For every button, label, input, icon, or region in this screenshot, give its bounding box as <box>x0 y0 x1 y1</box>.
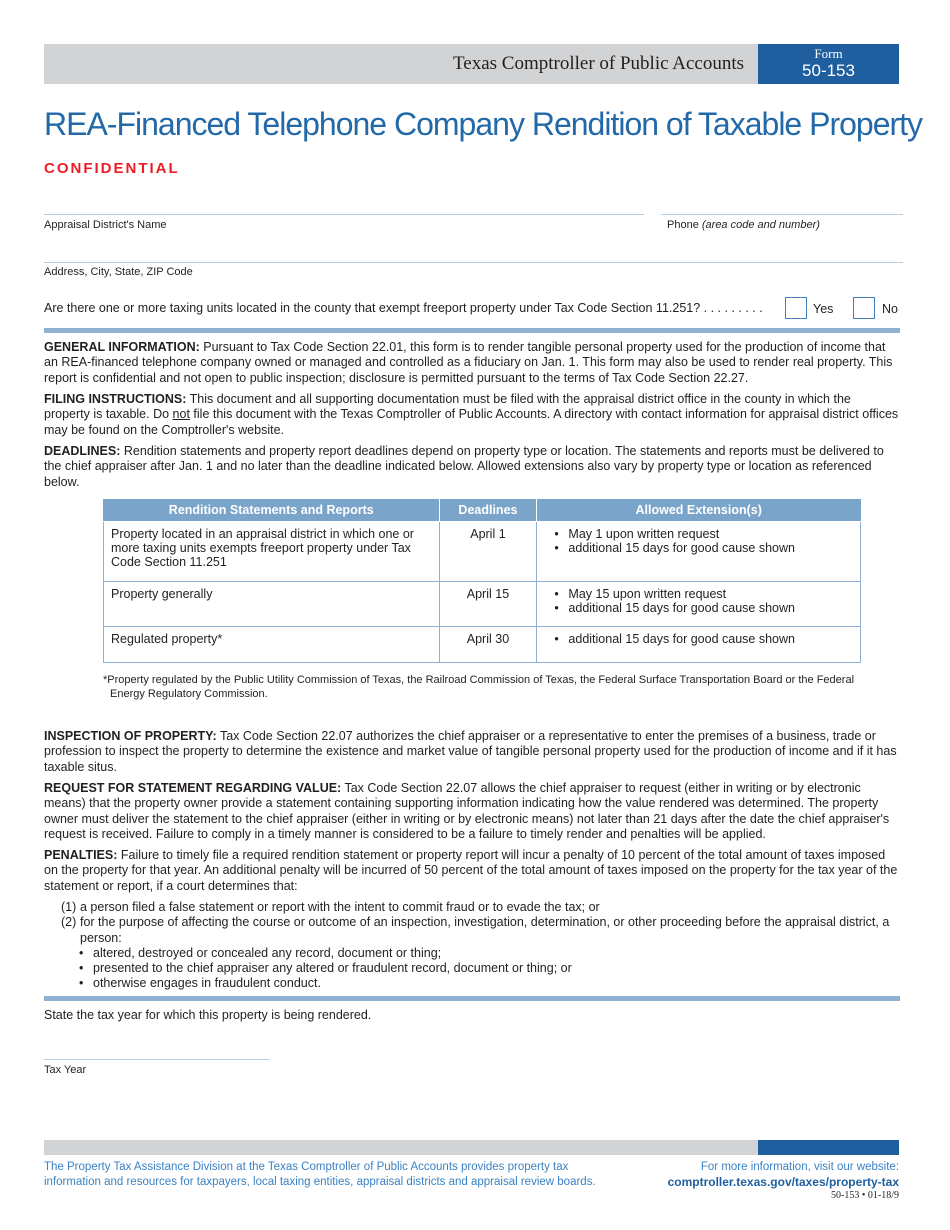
request-for-statement <box>44 781 900 842</box>
column-header: Allowed Extension(s) <box>537 499 861 521</box>
penalties-body: Failure to timely file a required rendition statement or property report will incur a penalty of 10 percent of the total amount of taxes imposed on the property for that year. An additional penalty will be incurred of 50 percent of the total amount of taxes imposed on the property for the tax year of the statement or report, if a court determines that: <box>44 848 898 893</box>
no-label: No <box>882 302 898 316</box>
yes-label: Yes <box>813 302 834 316</box>
table-row <box>104 521 861 581</box>
appraisal-district-name-field[interactable] <box>44 214 644 215</box>
tax-year-field[interactable] <box>44 1059 270 1060</box>
phone-field[interactable] <box>661 214 903 215</box>
inspection-of-property <box>44 729 900 775</box>
address-field[interactable] <box>44 262 903 263</box>
inspection-body: Tax Code Section 22.07 authorizes the chief appraiser or a representative to enter the premises of a business, trade or profession to inspect the property to determine the existence and market value of tangible personal property used for the production of income and if it has taxable situs. <box>44 729 897 774</box>
table-row <box>104 581 861 626</box>
phone-label-text: Phone <box>667 219 699 231</box>
deadline-cell: April 1 <box>439 521 537 581</box>
bullet-item: • presented to the chief appraiser any altered or fraudulent record, document or thing; or <box>61 961 901 976</box>
footer-bar <box>44 1140 758 1155</box>
confidential-label: CONFIDENTIAL <box>44 160 180 177</box>
extension-cell <box>537 521 861 581</box>
column-header: Deadlines <box>439 499 537 521</box>
list-text: a person filed a false statement or report with the intent to commit fraud or to evade the tax; or <box>80 900 600 914</box>
table-header-row <box>104 499 861 521</box>
form-number: 50-153 <box>802 61 855 80</box>
deadlines-heading: DEADLINES: <box>44 444 121 458</box>
filing-instructions-heading: FILING INSTRUCTIONS: <box>44 392 187 406</box>
extension-item: • additional 15 days for good cause shown <box>554 541 853 555</box>
footer-website-link[interactable]: comptroller.texas.gov/taxes/property-tax <box>667 1175 899 1189</box>
agency-name: Texas Comptroller of Public Accounts <box>452 53 744 74</box>
extension-item: • additional 15 days for good cause shown <box>554 632 853 646</box>
request-statement-heading: REQUEST FOR STATEMENT REGARDING VALUE: <box>44 781 342 795</box>
penalties-heading: PENALTIES: <box>44 848 118 862</box>
freeport-question: Are there one or more taxing units located in the county that exempt freeport property under Tax Code Section 11.251? . . . . . . . . . <box>44 301 763 315</box>
list-number: (2) <box>61 915 77 930</box>
deadline-cell: April 30 <box>439 626 537 662</box>
phone-hint: (area code and number) <box>701 219 820 231</box>
filing-instructions-body-1: This document and all supporting documentation must be filed with the appraisal district office in the county in which the property is taxable. Do <box>44 392 851 422</box>
general-information-body: Pursuant to Tax Code Section 22.01, this form is to render tangible personal property used for the production of income that an REA-financed telephone company owned or managed and controlled as a fiduciary on Jan. 1. This form may also be used to render real property. This report is confidential and not open to public inspection; disclosure is permitted pursuant to the terms of Tax Code Section 22.27. <box>44 340 893 385</box>
form-label: Form <box>814 46 843 61</box>
no-checkbox[interactable] <box>853 297 875 319</box>
page-title: REA-Financed Telephone Company Rendition of Taxable Property <box>44 106 923 142</box>
list-item <box>61 900 901 915</box>
inspection-heading: INSPECTION OF PROPERTY: <box>44 729 217 743</box>
tax-year-prompt: State the tax year for which this property is being rendered. <box>44 1008 372 1022</box>
table-row <box>104 626 861 662</box>
extension-cell <box>537 581 861 626</box>
penalties <box>44 848 900 894</box>
yes-checkbox[interactable] <box>785 297 807 319</box>
deadline-table <box>103 499 861 663</box>
general-information <box>44 340 900 386</box>
tax-year-label: Tax Year <box>44 1064 87 1076</box>
phone-label <box>667 219 820 231</box>
filing-instructions-underlined: not <box>172 407 190 422</box>
header-bar <box>44 44 758 84</box>
footer-description: The Property Tax Assistance Division at the Texas Comptroller of Public Accounts provides property tax information and resources for taxpayers, local taxing entities, appraisal districts and appraisal review boards. <box>44 1161 596 1188</box>
form-number-box <box>758 44 899 84</box>
section-divider <box>44 328 900 333</box>
address-label: Address, City, State, ZIP Code <box>44 266 193 278</box>
footer-accent <box>758 1140 899 1155</box>
request-statement-body: Tax Code Section 22.07 allows the chief appraiser to request (either in writing or by electronic means) that the property owner provide a statement containing supporting information indicating how the value rendered was determined. The property owner must deliver the statement to the chief appraiser (either in writing or by electronic means) not later than 21 days after the date the chief appraiser's request is received. Failure to comply in a timely manner is considered to be a failure to timely render and penalties will be applied. <box>44 781 890 841</box>
general-information-heading: GENERAL INFORMATION: <box>44 340 200 354</box>
statement-cell: Regulated property* <box>104 626 440 662</box>
footer-info <box>668 1160 899 1202</box>
statement-cell: Property located in an appraisal district in which one or more taxing units exempts freeport property under Tax Code Section 11.251 <box>104 521 440 581</box>
extension-item: • May 15 upon written request <box>554 587 853 601</box>
column-header: Rendition Statements and Reports <box>104 499 440 521</box>
table-footnote: *Property regulated by the Public Utility Commission of Texas, the Railroad Commission of Texas, the Federal Surface Transportation Board or the Federal Energy Regulatory Commission. <box>103 674 855 700</box>
statement-cell: Property generally <box>104 581 440 626</box>
list-text: for the purpose of affecting the course or outcome of an inspection, investigation, determination, or other proceeding before the appraisal district, a person: <box>80 915 890 945</box>
deadline-cell: April 15 <box>439 581 537 626</box>
list-item <box>61 915 901 946</box>
bullet-item: • altered, destroyed or concealed any record, document or thing; <box>61 946 901 961</box>
deadlines-body: Rendition statements and property report deadlines depend on property type or location. The statements and reports must be delivered to the chief appraiser after Jan. 1 and no later than the deadline indicated below. Allowed extensions also vary by property type or location as referenced below. <box>44 444 884 489</box>
form-revision-code: 50-153 • 01-18/9 <box>831 1190 899 1201</box>
bullet-item: • otherwise engages in fraudulent conduct. <box>61 976 901 991</box>
list-number: (1) <box>61 900 77 914</box>
section-divider <box>44 996 900 1001</box>
penalties-list <box>61 900 901 992</box>
filing-instructions-body-2: file this document with the Texas Comptroller of Public Accounts. A directory with contact information for appraisal district offices may be found on the Comptroller's website. <box>44 407 899 437</box>
footer-website-prompt: For more information, visit our website: <box>700 1161 899 1173</box>
filing-instructions <box>44 392 900 438</box>
extension-cell <box>537 626 861 662</box>
appraisal-district-name-label: Appraisal District's Name <box>44 219 167 231</box>
extension-item: • additional 15 days for good cause shown <box>554 601 853 615</box>
deadlines <box>44 444 900 490</box>
extension-item: • May 1 upon written request <box>554 527 853 541</box>
